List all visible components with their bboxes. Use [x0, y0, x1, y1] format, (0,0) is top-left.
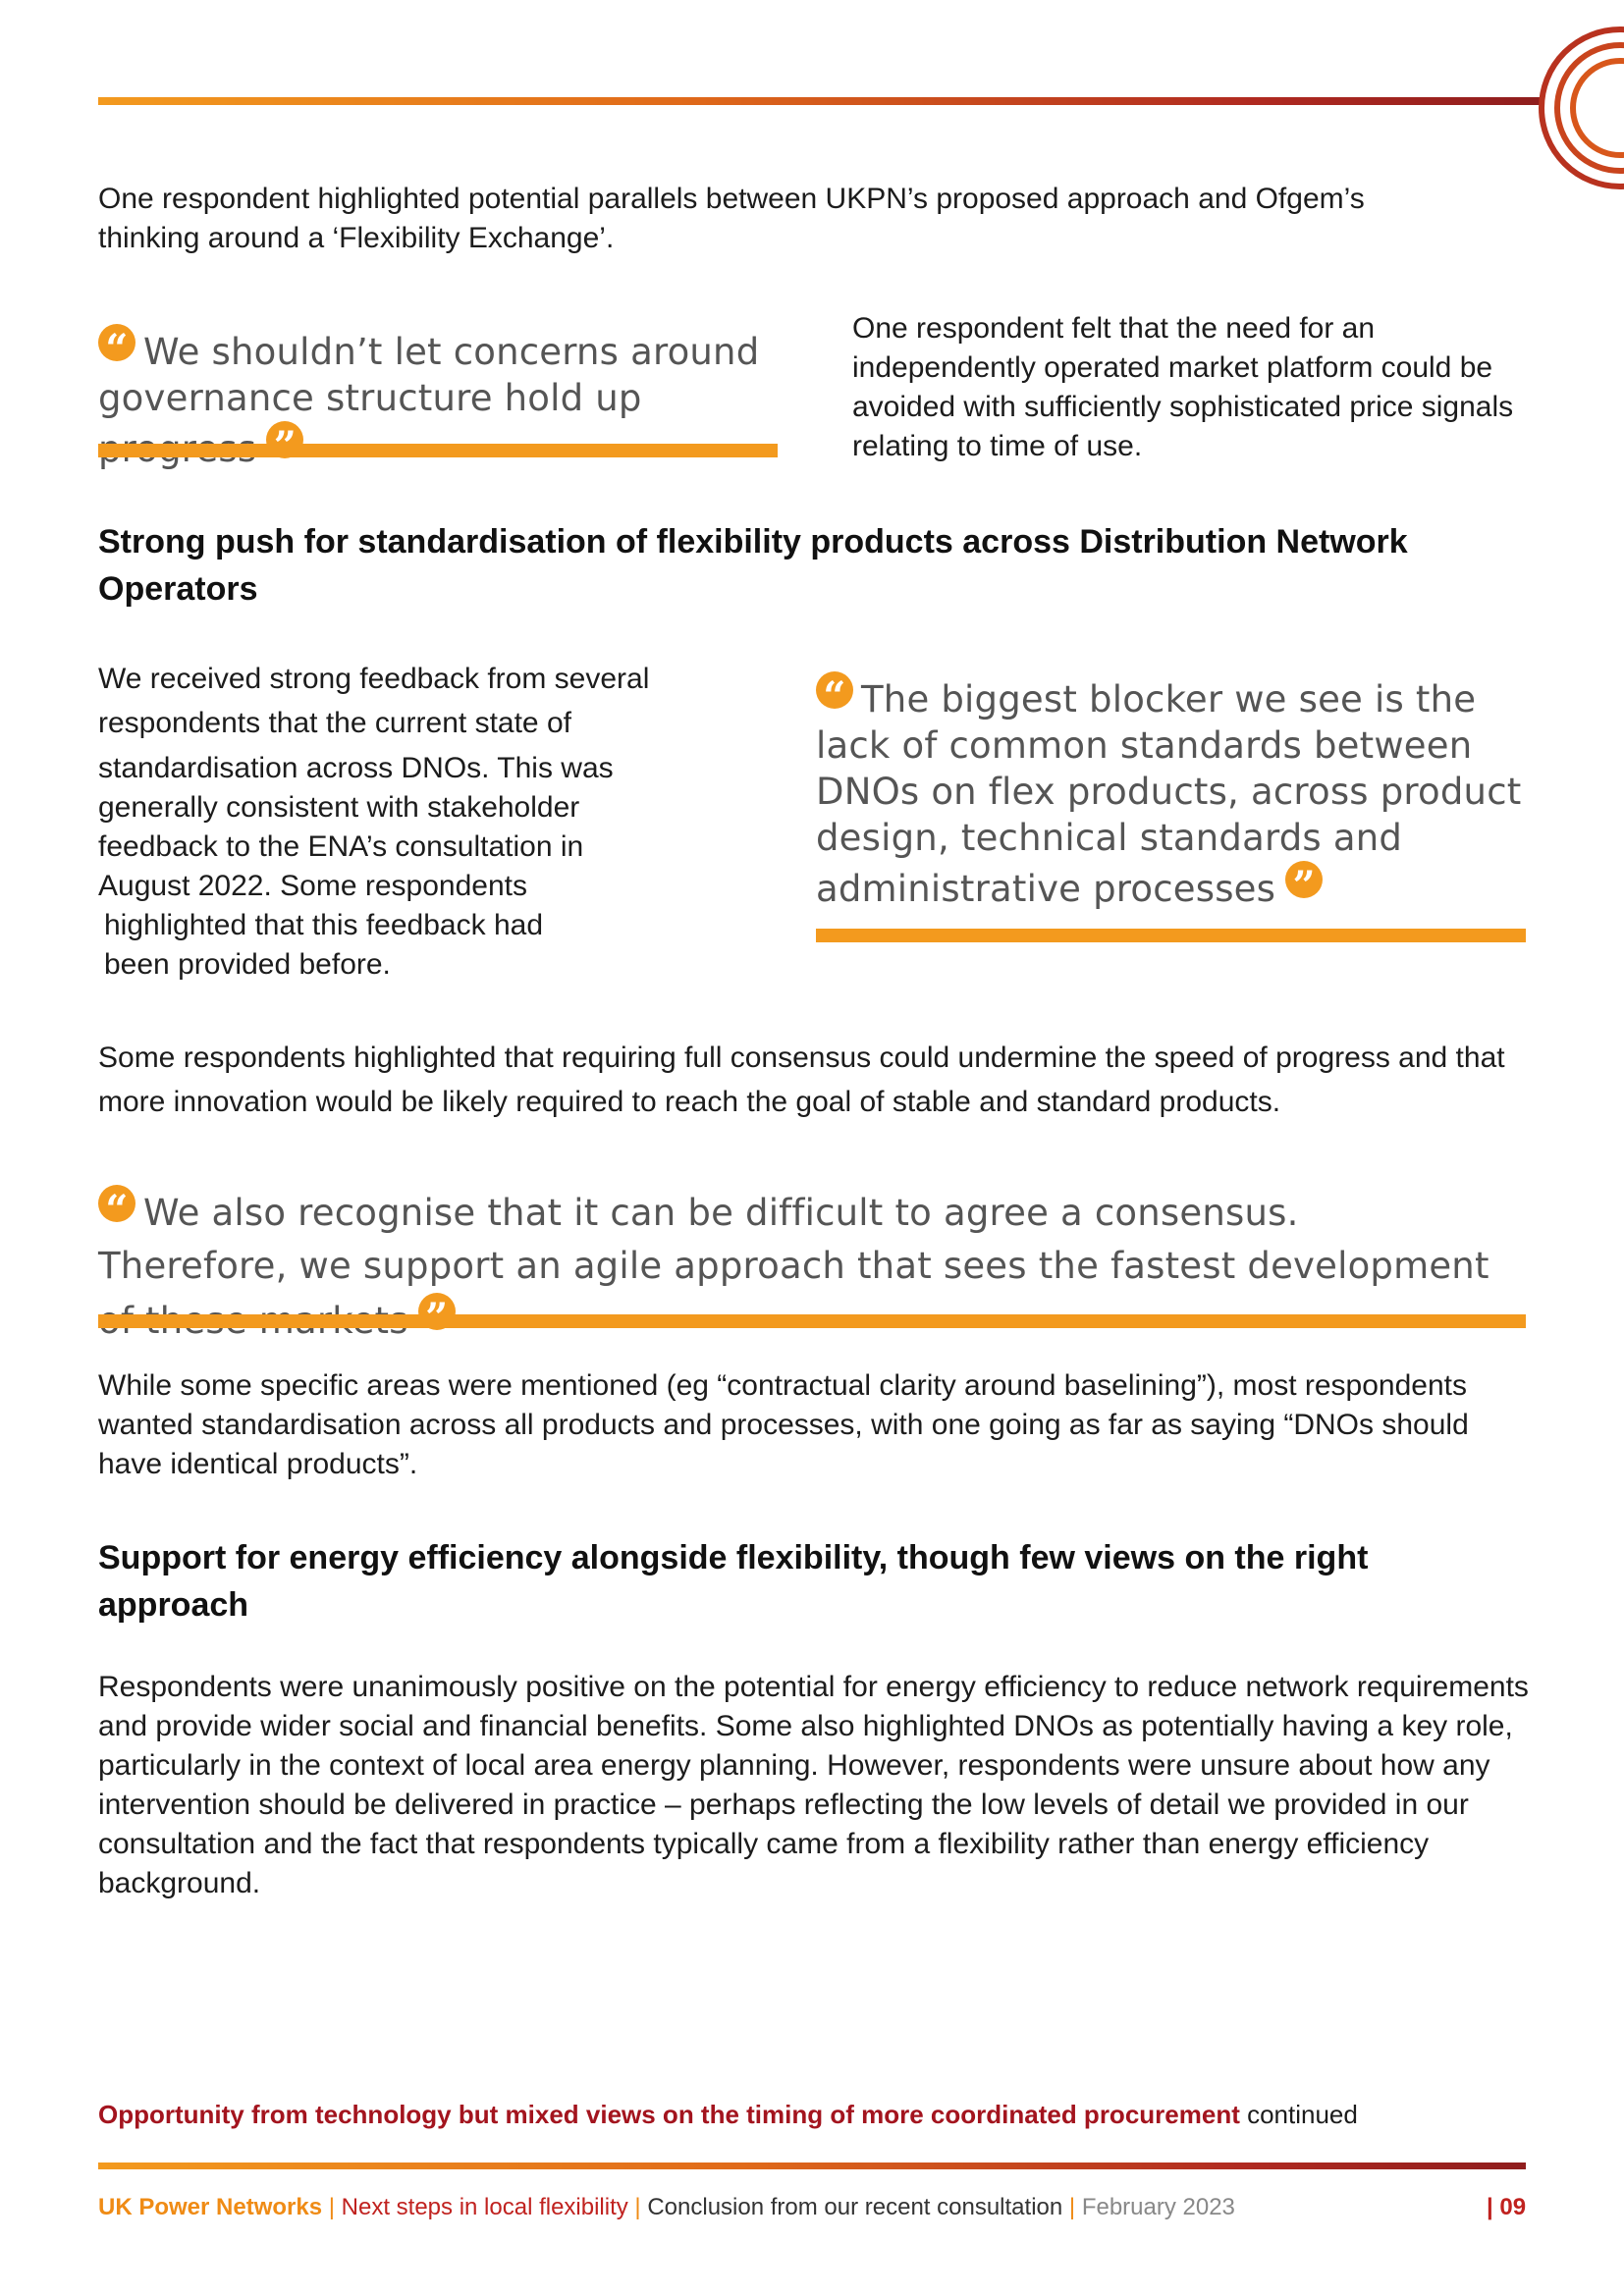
- right-quote-icon: ”: [1285, 861, 1323, 898]
- side-paragraph-market-platform: One respondent felt that the need for an independently operated market platform could be avoided with sufficiently sophisticated price signals relating to time of use.: [852, 312, 1514, 462]
- footer-section: Next steps in local flexibility: [341, 2194, 628, 2220]
- continued-section-title: Opportunity from technology but mixed views on the timing of more coordinated procurement: [98, 2100, 1240, 2129]
- column-line: August 2022. Some respondents: [98, 870, 527, 902]
- column-line: respondents that the current state of: [98, 707, 571, 739]
- left-quote-icon: “: [98, 324, 135, 361]
- pull-quote-agile-text: We also recognise that it can be difficult to agree a consensus. Therefore, we support an agile approach that sees the fastest development: [98, 1192, 1489, 1287]
- consensus-paragraph: Some respondents highlighted that requiring full consensus could undermine the speed of progress and that more innovation would be likely required to reach the goal of stable and standard products.: [98, 1041, 1505, 1118]
- pull-quote-standards-text: The biggest blocker we see is the lack of common standards between DNOs on flex products, across product design, technical standards and administrative processes: [816, 678, 1522, 910]
- footer-brand: UK Power Networks: [98, 2194, 323, 2220]
- page-number: | 09: [1487, 2194, 1527, 2220]
- footer-separator: |: [1062, 2194, 1082, 2220]
- quote-underline: [816, 929, 1526, 942]
- column-line: generally consistent with stakeholder: [98, 791, 580, 824]
- footer-breadcrumb: [98, 2191, 1235, 2224]
- section-heading-standardisation: Strong push for standardisation of flexibility products across Distribution Network Operators: [98, 523, 1408, 608]
- continued-section-note: [98, 2097, 1358, 2132]
- column-line: We received strong feedback from several: [98, 663, 650, 695]
- column-line: highlighted that this feedback had: [104, 909, 543, 941]
- column-line: been provided before.: [104, 948, 391, 981]
- energy-efficiency-paragraph: Respondents were unanimously positive on the potential for energy efficiency to reduce network requirements and provide wider social and financial benefits. Some also highlighted DNOs as potentially having a key role, particularly in the context of local area energy planning. However, respondents were unsure about how any intervention should be delivered in practice – perhaps reflecting the low levels of detail we provided in our consultation and the fact that respondents typically came from a flexibility rather than energy efficiency background.: [98, 1671, 1529, 1899]
- column-line: feedback to the ENA’s consultation in: [98, 830, 584, 863]
- continued-label: continued: [1239, 2100, 1358, 2129]
- quote-underline: [98, 444, 778, 457]
- specific-areas-paragraph: While some specific areas were mentioned (eg “contractual clarity around baselining”), most respondents wanted standardisation across all products and processes, with one going as far as saying “DNOs should have identical products”.: [98, 1369, 1469, 1480]
- footer-separator: |: [322, 2194, 342, 2220]
- footer-separator: |: [627, 2194, 648, 2220]
- header-rule: [98, 97, 1542, 105]
- intro-paragraph: One respondent highlighted potential parallels between UKPN’s proposed approach and Ofgem’s thinking around a ‘Flexibility Exchange’.: [98, 183, 1365, 254]
- footer-rule: [98, 2163, 1526, 2169]
- column-line: standardisation across DNOs. This was: [98, 752, 614, 784]
- left-quote-icon: “: [816, 671, 853, 709]
- section-heading-energy-efficiency: Support for energy efficiency alongside flexibility, though few views on the right approach: [98, 1539, 1369, 1624]
- pull-quote-governance-text: We shouldn’t let concerns around governance structure hold up: [98, 331, 760, 419]
- pull-quote-standards: [816, 671, 1523, 912]
- footer-title: Conclusion from our recent consultation: [647, 2194, 1063, 2220]
- brand-rings-icon: [1512, 20, 1624, 196]
- footer-date: February 2023: [1081, 2194, 1235, 2220]
- left-quote-icon: “: [98, 1185, 135, 1222]
- quote-underline: [98, 1314, 1526, 1328]
